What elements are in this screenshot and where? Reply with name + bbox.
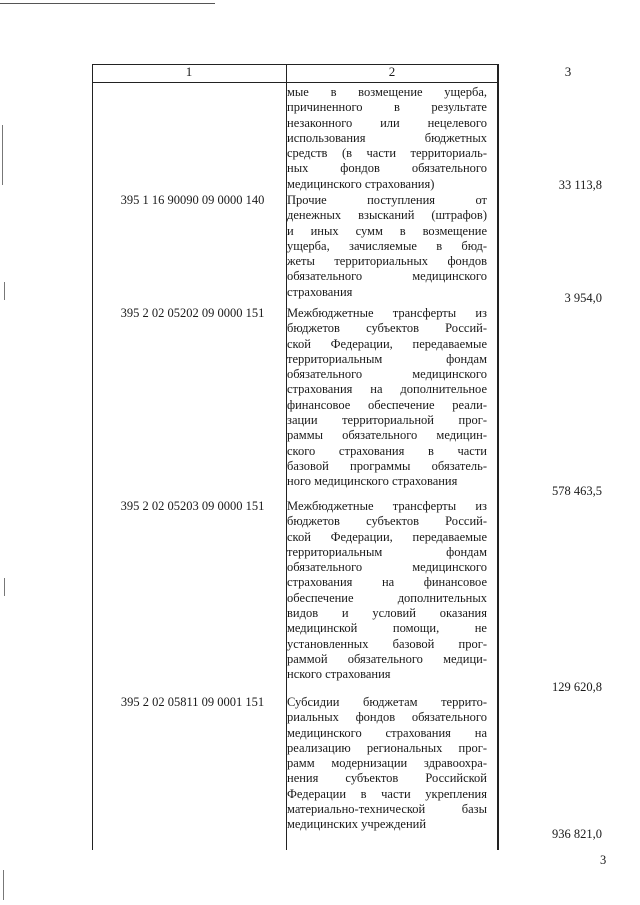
description-line: медицинской помощи, не	[287, 621, 487, 636]
row-amount: 936 821,0	[552, 827, 602, 841]
scan-artifact	[4, 578, 5, 596]
description-line: медицинского страхования)	[287, 176, 435, 191]
scan-artifact	[3, 870, 4, 900]
description-line: ского страхования в части	[287, 443, 487, 458]
row-code: 395 1 16 90090 09 0000 140	[120, 193, 265, 207]
description-line: Федерации в части укрепления	[287, 786, 487, 801]
scan-artifact	[2, 125, 3, 185]
description-line: обязательного медицинского	[287, 269, 487, 284]
row-code: 395 2 02 05811 09 0001 151	[120, 695, 265, 709]
description-line: видов и условий оказания	[287, 606, 487, 621]
header-col-3: 3	[564, 64, 572, 79]
description-line: Прочие поступления от	[287, 193, 487, 207]
description-line: медицинских учреждений	[287, 817, 427, 832]
row-description	[287, 306, 487, 490]
description-line: ской Федерации, передаваемые	[287, 336, 487, 351]
description-line: раммы обязательного медицин-	[287, 428, 487, 443]
description-line: причиненного в результате	[287, 100, 487, 115]
description-line: средств (в части территориаль-	[287, 146, 487, 161]
description-line: мые в возмещение ущерба,	[287, 85, 487, 99]
description-line: незаконного или нецелевого	[287, 115, 487, 130]
description-line: Межбюджетные трансферты из	[287, 499, 487, 513]
description-line: ного медицинского страхования	[287, 474, 458, 489]
row-description	[287, 193, 487, 300]
description-line: денежных взысканий (штрафов)	[287, 208, 487, 223]
row-amount: 578 463,5	[552, 484, 602, 498]
description-line: бюджетов субъектов Россий-	[287, 514, 487, 529]
description-line: зации территориальной прог-	[287, 413, 487, 428]
description-line: реализацию региональных прог-	[287, 740, 487, 755]
description-line: территориальным фондам	[287, 351, 487, 366]
description-line: жеты территориальных фондов	[287, 254, 487, 269]
description-line: бюджетов субъектов Россий-	[287, 321, 487, 336]
description-line: материально-технической базы	[287, 802, 487, 817]
scan-artifact	[4, 282, 5, 300]
description-line: территориальным фондам	[287, 544, 487, 559]
description-line: раммой обязательного медици-	[287, 651, 487, 666]
row-amount: 33 113,8	[558, 178, 602, 192]
description-line: обеспечение дополнительных	[287, 590, 487, 605]
description-line: страхования на финансовое	[287, 575, 487, 590]
description-line: базовой программы обязатель-	[287, 458, 487, 473]
description-line: и иных сумм в возмещение	[287, 223, 487, 238]
row-amount: 129 620,8	[552, 680, 602, 694]
header-col-2: 2	[388, 64, 396, 79]
description-line: страхования	[287, 284, 353, 299]
description-line: страхования на дополнительное	[287, 382, 487, 397]
row-description	[287, 695, 487, 833]
description-line: обязательного медицинского	[287, 367, 487, 382]
description-line: установленных базовой прог-	[287, 636, 487, 651]
row-amount: 3 954,0	[564, 291, 602, 305]
row-code: 395 2 02 05203 09 0000 151	[120, 499, 265, 513]
description-line: финансовое обеспечение реали-	[287, 397, 487, 412]
description-line: Межбюджетные трансферты из	[287, 306, 487, 320]
description-line: рамм модернизации здравоохра-	[287, 756, 487, 771]
description-line: нского страхования	[287, 667, 391, 682]
table-border-left	[92, 64, 93, 850]
description-line: медицинского страхования на	[287, 725, 487, 740]
description-line: ской Федерации, передаваемые	[287, 529, 487, 544]
row-code: 395 2 02 05202 09 0000 151	[120, 306, 265, 320]
description-line: ных фондов обязательного	[287, 161, 487, 176]
row-description	[287, 85, 487, 192]
top-rule	[0, 3, 215, 4]
description-line: риальных фондов обязательного	[287, 710, 487, 725]
description-line: использования бюджетных	[287, 130, 487, 145]
header-divider	[92, 82, 498, 83]
page-number: 3	[600, 853, 607, 867]
row-description	[287, 499, 487, 683]
description-line: обязательного медицинского	[287, 560, 487, 575]
description-line: нения субъектов Российской	[287, 771, 487, 786]
description-line: Субсидии бюджетам террито-	[287, 695, 487, 709]
header-col-1: 1	[185, 64, 193, 79]
description-line: ущерба, зачисляемые в бюд-	[287, 238, 487, 253]
